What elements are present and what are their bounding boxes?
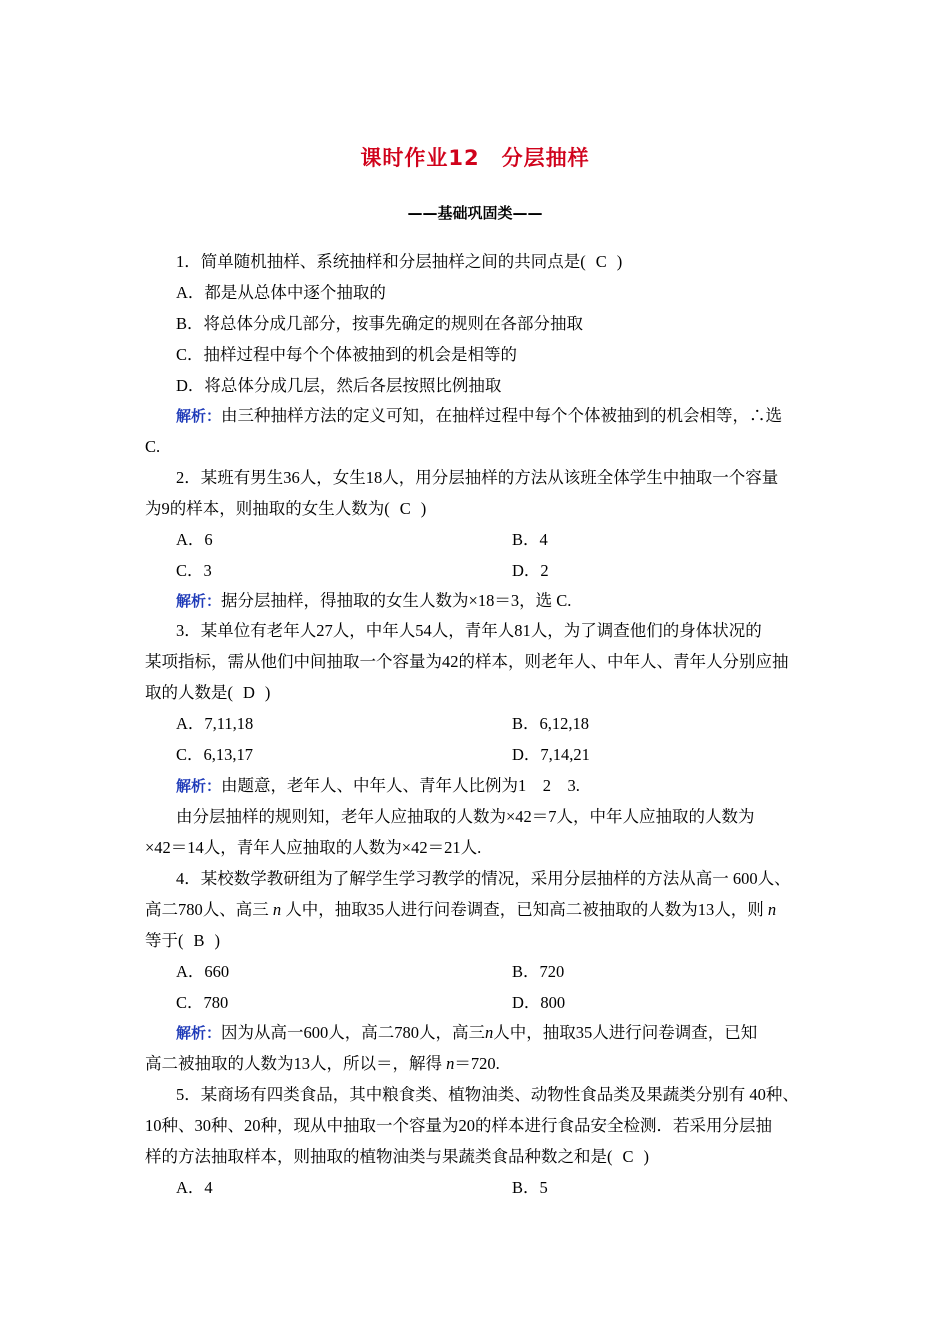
analysis-label: 解析： bbox=[176, 592, 222, 610]
q2-option-d: D．2 bbox=[512, 561, 549, 580]
q2-option-c: C．3 bbox=[176, 561, 212, 580]
q3-option-c: C．6,13,17 bbox=[176, 745, 254, 764]
q4-option-b: B．720 bbox=[512, 962, 565, 981]
q1-stem: 1．简单随机抽样、系统抽样和分层抽样之间的共同点是( C ) bbox=[176, 252, 623, 271]
q2-analysis: 解析：据分层抽样，得抽取的女生人数为×18＝3，选 C. bbox=[176, 591, 572, 610]
q3-analysis-cont-2: ×42＝14人，青年人应抽取的人数为×42＝21人. bbox=[145, 838, 482, 857]
q3-option-b: B．6,12,18 bbox=[512, 714, 590, 733]
q3-stem-cont: 某项指标，需从他们中间抽取一个容量为42的样本，则老年人、中年人、青年人分别应抽 bbox=[145, 652, 789, 671]
q1-analysis-cont: C. bbox=[145, 437, 161, 456]
q5-stem-cont-2: 样的方法抽取样本，则抽取的植物油类与果蔬类食品种数之和是( C ) bbox=[145, 1147, 650, 1166]
q4-analysis: 解析：因为从高一600人，高二780人，高三n人中，抽取35人进行问卷调查，已知 bbox=[176, 1023, 758, 1042]
q1-option-c: C．抽样过程中每个个体被抽到的机会是相等的 bbox=[176, 345, 518, 364]
q1-answer: C bbox=[595, 252, 607, 271]
q3-stem-cont-2: 取的人数是( D ) bbox=[145, 683, 271, 702]
q2-option-b: B．4 bbox=[512, 530, 548, 549]
q1-option-d: D．将总体分成几层，然后各层按照比例抽取 bbox=[176, 376, 502, 395]
q2-stem: 2．某班有男生36人，女生18人，用分层抽样的方法从该班全体学生中抽取一个容量 bbox=[176, 468, 779, 487]
q1-option-b: B．将总体分成几部分，按事先确定的规则在各部分抽取 bbox=[176, 314, 584, 333]
q5-stem: 5．某商场有四类食品，其中粮食类、植物油类、动物性食品类及果蔬类分别有 40种、 bbox=[176, 1085, 799, 1104]
variable-n: n bbox=[446, 1054, 455, 1073]
q4-stem-cont-2: 等于( B ) bbox=[145, 931, 221, 950]
q4-option-a: A．660 bbox=[176, 962, 230, 981]
q5-option-a: A．4 bbox=[176, 1178, 213, 1197]
q1-option-a: A．都是从总体中逐个抽取的 bbox=[176, 283, 386, 302]
q4-analysis-cont: 高二被抽取的人数为13人，所以＝，解得 n＝720. bbox=[145, 1054, 500, 1073]
q4-stem-cont: 高二780人、高三 n 人中，抽取35人进行问卷调查，已知高二被抽取的人数为13人，则 n bbox=[145, 900, 777, 919]
q2-answer: C bbox=[399, 499, 411, 518]
variable-n: n bbox=[485, 1023, 494, 1042]
q4-option-d: D．800 bbox=[512, 993, 566, 1012]
q1-analysis: 解析：由三种抽样方法的定义可知，在抽样过程中每个个体被抽到的机会相等，∴选 bbox=[176, 406, 783, 425]
q3-option-a: A．7,11,18 bbox=[176, 714, 254, 733]
q5-stem-cont: 10种、30种、20种，现从中抽取一个容量为20的样本进行食品安全检测．若采用分层抽 bbox=[145, 1116, 772, 1135]
analysis-label: 解析： bbox=[176, 777, 222, 795]
q3-stem: 3．某单位有老年人27人，中年人54人，青年人81人，为了调查他们的身体状况的 bbox=[176, 621, 762, 640]
q4-stem: 4．某校数学教研组为了解学生学习教学的情况，采用分层抽样的方法从高一 600人、 bbox=[176, 869, 791, 888]
analysis-label: 解析： bbox=[176, 407, 222, 425]
q4-answer: B bbox=[193, 931, 205, 950]
q3-analysis-cont: 由分层抽样的规则知，老年人应抽取的人数为×42＝7人，中年人应抽取的人数为 bbox=[176, 807, 755, 826]
q5-answer: C bbox=[622, 1147, 634, 1166]
q2-option-a: A．6 bbox=[176, 530, 213, 549]
q3-analysis: 解析：由题意，老年人、中年人、青年人比例为1 2 3. bbox=[176, 776, 580, 795]
analysis-label: 解析： bbox=[176, 1024, 222, 1042]
q3-answer: D bbox=[243, 683, 255, 702]
page-title: 课时作业12 分层抽样 bbox=[360, 146, 590, 170]
q5-option-b: B．5 bbox=[512, 1178, 548, 1197]
variable-n: n bbox=[272, 900, 282, 919]
q3-option-d: D．7,14,21 bbox=[512, 745, 590, 764]
q2-stem-cont: 为9的样本，则抽取的女生人数为( C ) bbox=[145, 499, 427, 518]
q4-option-c: C．780 bbox=[176, 993, 229, 1012]
section-subtitle: ——基础巩固类—— bbox=[407, 204, 543, 222]
variable-n: n bbox=[767, 900, 777, 919]
